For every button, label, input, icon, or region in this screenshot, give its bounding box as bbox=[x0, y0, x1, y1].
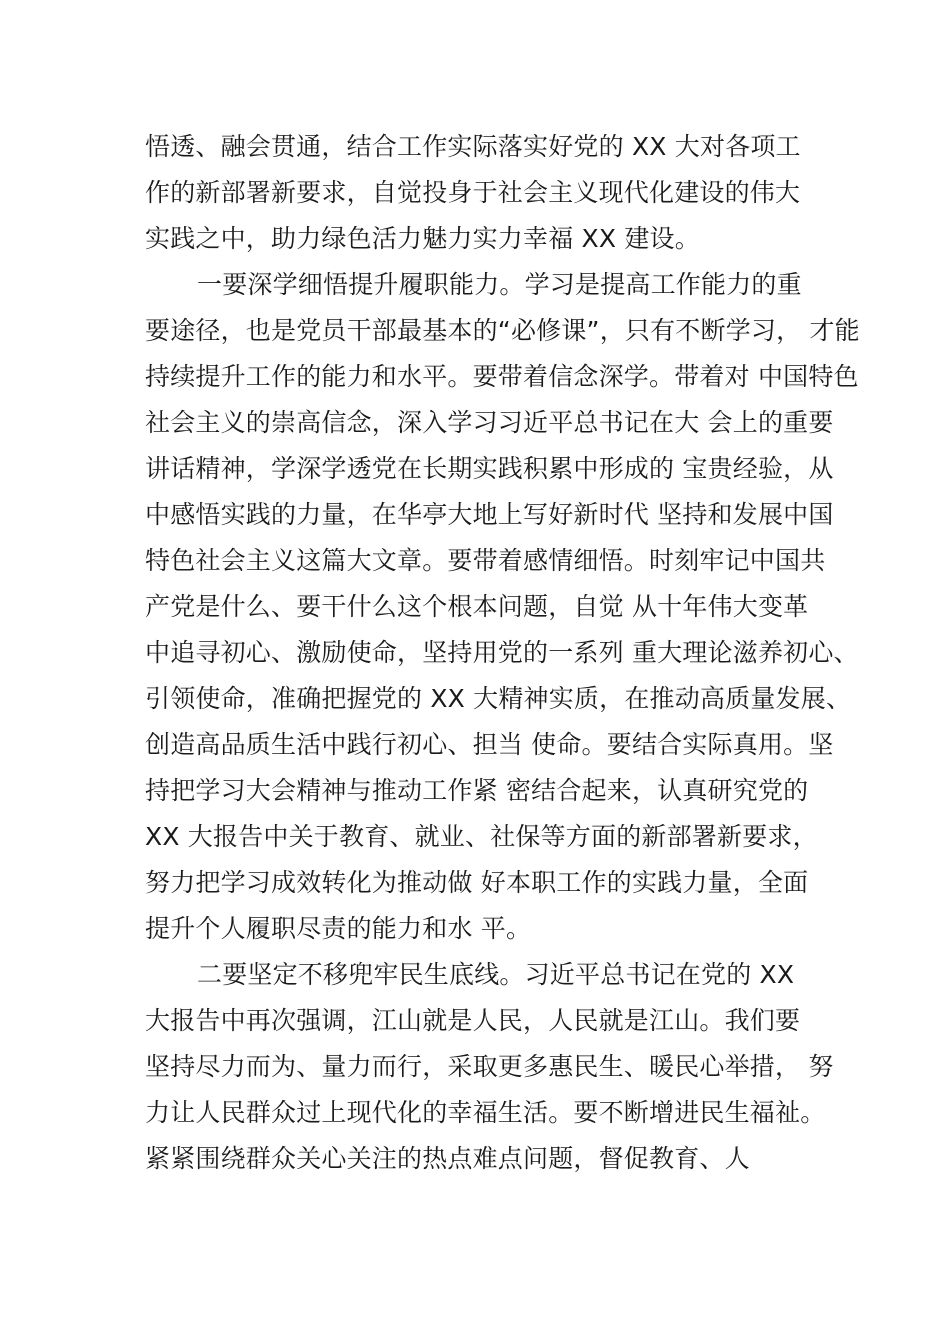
text-line: 力让人民群众过上现代化的幸福生活。要不断增进民生福祉。 bbox=[145, 1098, 826, 1127]
text-line: 要途径，也是党员干部最基本的“必修课”，只有不断学习， 才能 bbox=[145, 316, 860, 345]
text-line: 实践之中，助力绿色活力魅力实力幸福 XX 建设。 bbox=[145, 224, 700, 253]
text-line: 提升个人履职尽责的能力和水 平。 bbox=[145, 914, 532, 943]
text-line: 创造高品质生活中践行初心、担当 使命。要结合实际真用。坚 bbox=[145, 730, 834, 759]
paragraph-first-line: 二要坚定不移兜牢民生底线。习近平总书记在党的 XX bbox=[197, 960, 795, 989]
text-line: 社会主义的崇高信念，深入学习习近平总书记在大 会上的重要 bbox=[145, 408, 834, 437]
text-line: 作的新部署新要求，自觉投身于社会主义现代化建设的伟大 bbox=[145, 178, 801, 207]
text-line: 紧紧围绕群众关心关注的热点难点问题，督促教育、人 bbox=[145, 1144, 750, 1173]
body-text bbox=[145, 124, 935, 1182]
text-line: 悟透、融会贯通，结合工作实际落实好党的 XX 大对各项工 bbox=[145, 132, 801, 161]
paragraph-first-line: 一要深学细悟提升履职能力。学习是提高工作能力的重 bbox=[197, 270, 802, 299]
text-line: 坚持尽力而为、量力而行，采取更多惠民生、暖民心举措， 努 bbox=[145, 1052, 834, 1081]
text-line: 中追寻初心、激励使命，坚持用党的一系列 重大理论滋养初心、 bbox=[145, 638, 859, 667]
text-line: 产党是什么、要干什么这个根本问题，自觉 从十年伟大变革 bbox=[145, 592, 809, 621]
text-line: 引领使命，准确把握党的 XX 大精神实质，在推动高质量发展、 bbox=[145, 684, 852, 713]
text-line: XX 大报告中关于教育、就业、社保等方面的新部署新要求， bbox=[145, 822, 818, 851]
text-line: 中感悟实践的力量，在华亭大地上写好新时代 坚持和发展中国 bbox=[145, 500, 834, 529]
text-line: 特色社会主义这篇大文章。要带着感情细悟。时刻牢记中国共 bbox=[145, 546, 826, 575]
text-line: 努力把学习成效转化为推动做 好本职工作的实践力量，全面 bbox=[145, 868, 809, 897]
text-line: 持续提升工作的能力和水平。要带着信念深学。带着对 中国特色 bbox=[145, 362, 859, 391]
text-line: 持把学习大会精神与推动工作紧 密结合起来，认真研究党的 bbox=[145, 776, 809, 805]
text-line: 大报告中再次强调，江山就是人民，人民就是江山。我们要 bbox=[145, 1006, 801, 1035]
text-line: 讲话精神，学深学透党在长期实践积累中形成的 宝贵经验，从 bbox=[145, 454, 834, 483]
